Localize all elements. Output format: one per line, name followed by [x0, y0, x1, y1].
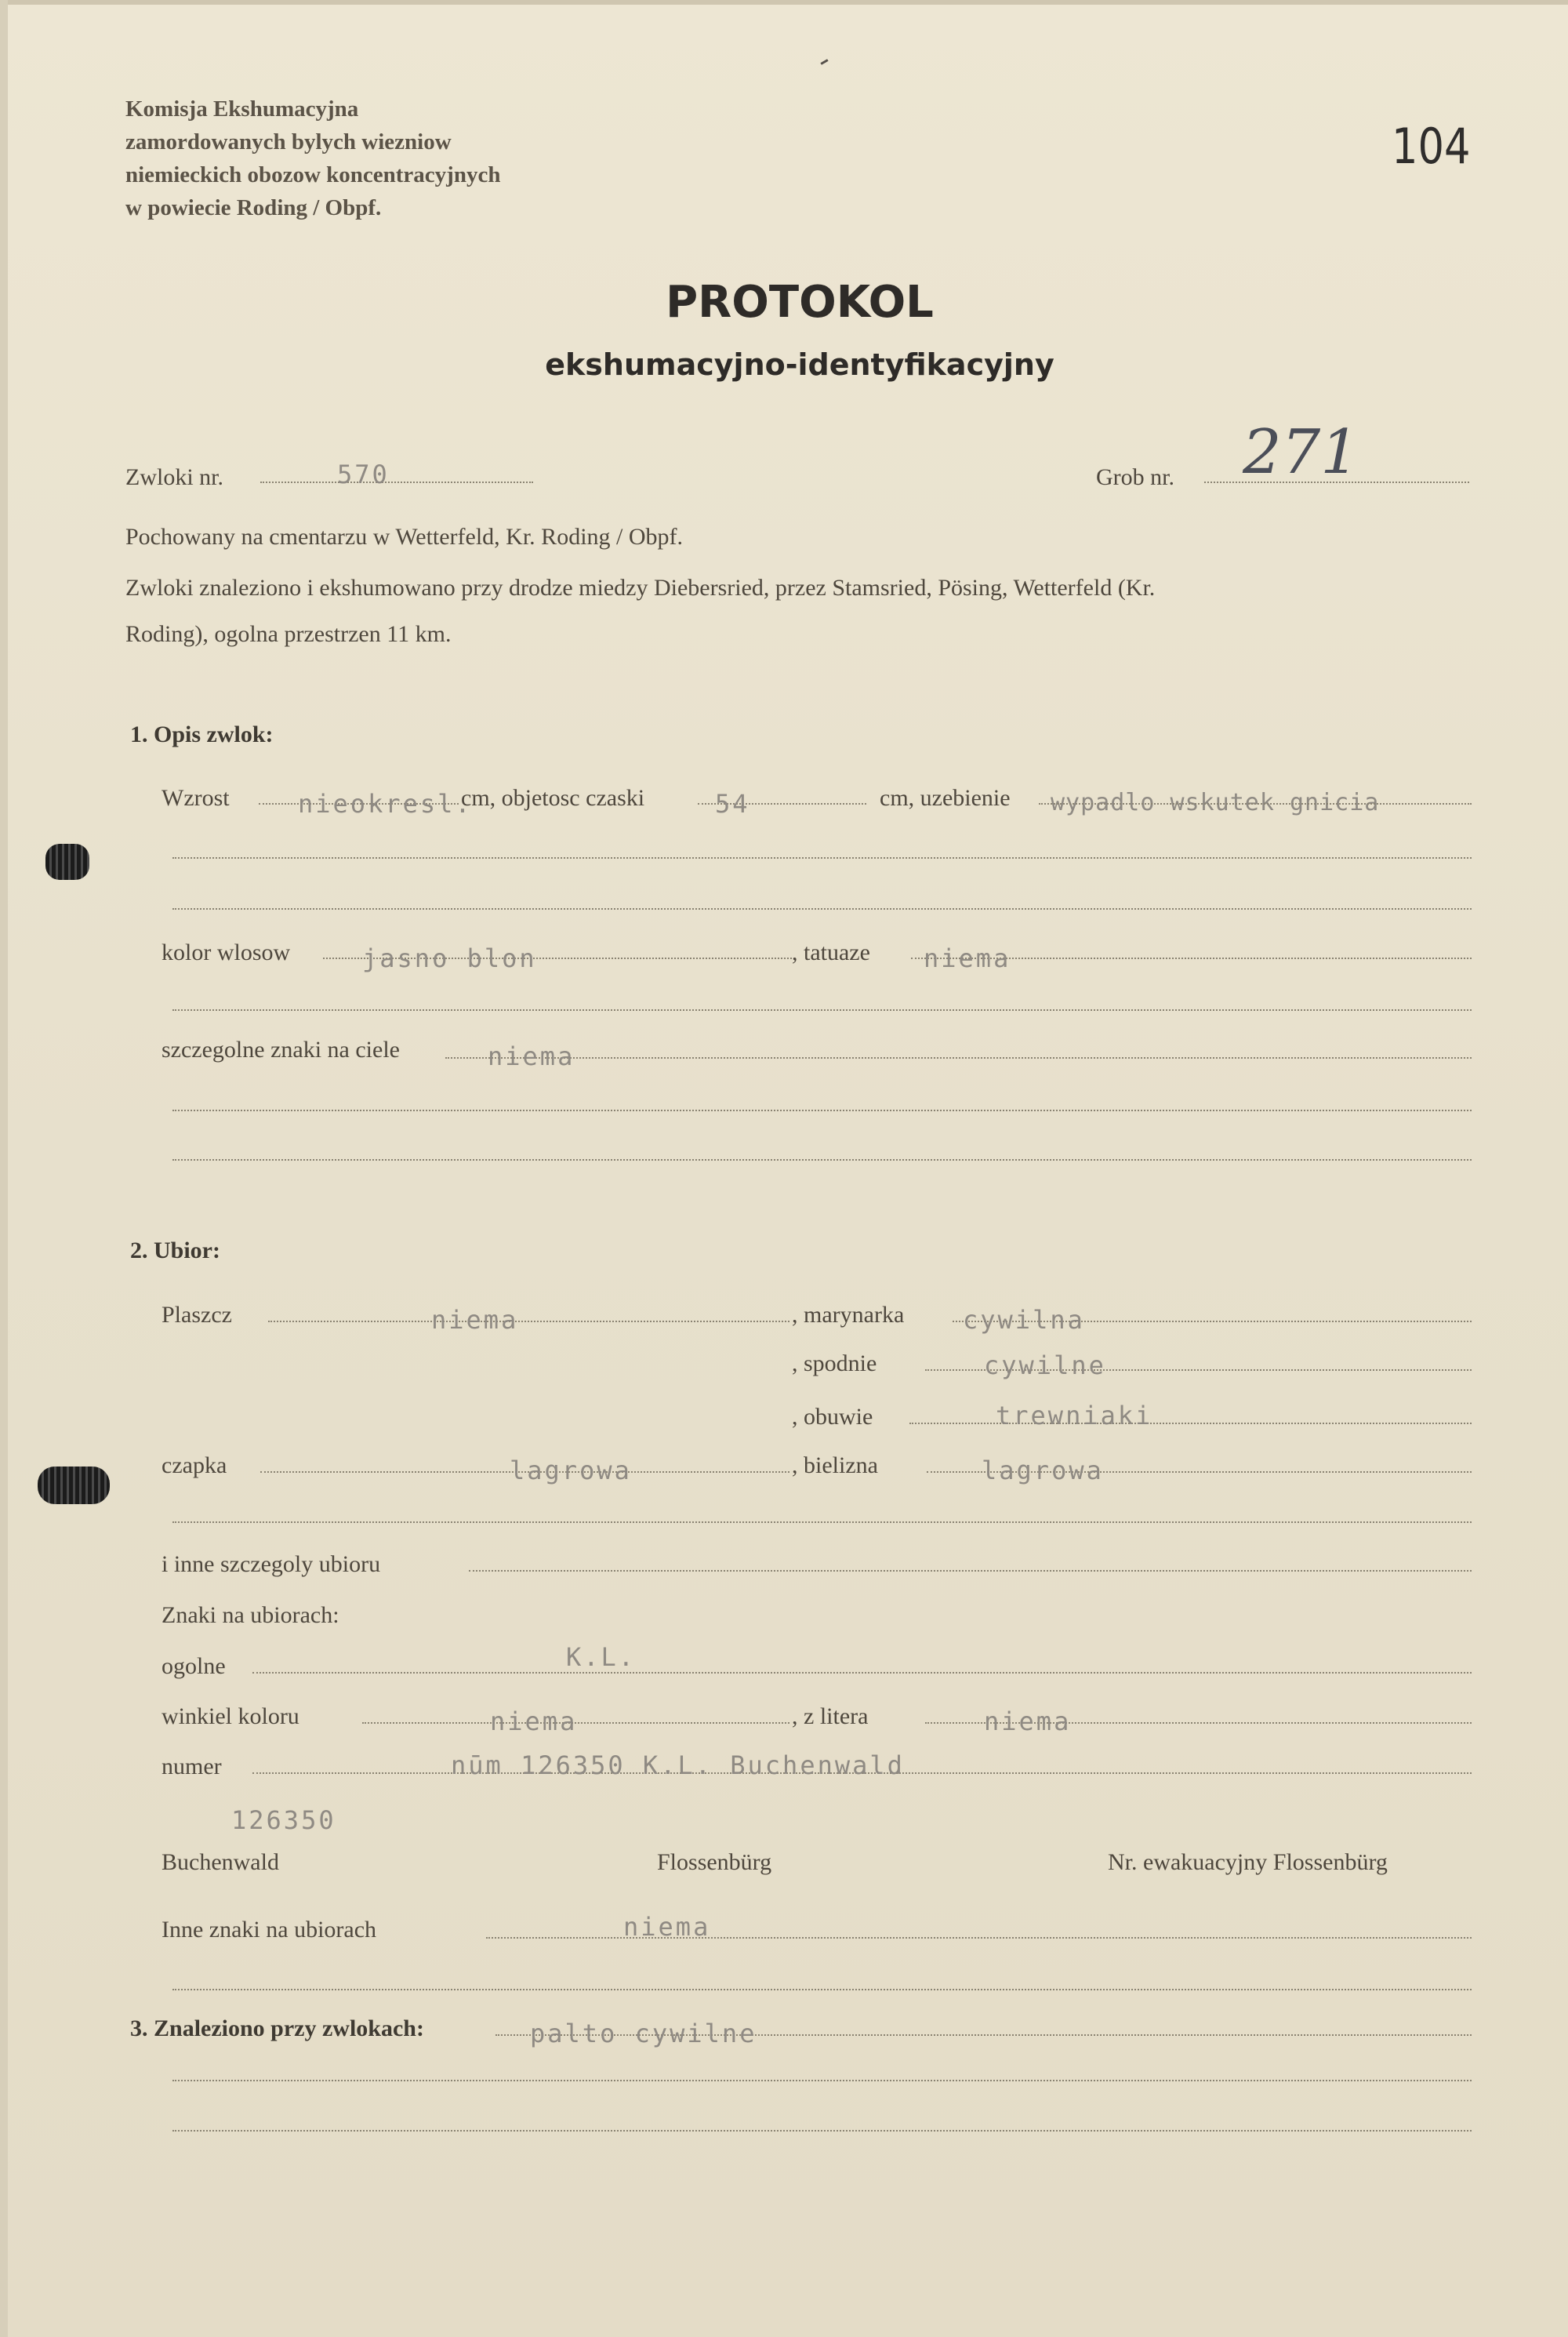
plaszcz-value: niema	[431, 1305, 519, 1335]
document-title: PROTOKOL	[666, 277, 934, 328]
numer-value: nūm 126350 K.L. Buchenwald	[451, 1750, 905, 1780]
section-3-heading: 3. Znaleziono przy zwlokach:	[130, 2015, 424, 2041]
cm-objetosc-label: cm, objetosc czaski	[461, 785, 645, 811]
punch-mark	[45, 844, 89, 880]
kolor-wlosow-value: jasno blon	[362, 943, 537, 973]
plaszcz-dotted-line	[268, 1321, 789, 1322]
uzebienie-value: wypadlo wskutek gnicia	[1051, 789, 1380, 816]
buchenwald-label: Buchenwald	[162, 1849, 279, 1875]
czaszka-value: 54	[715, 789, 750, 819]
marynarka-label: , marynarka	[792, 1302, 905, 1328]
marynarka-value: cywilna	[963, 1305, 1085, 1335]
header-line-2: zamordowanych bylych wiezniow	[125, 129, 452, 154]
z-litera-label: , z litera	[792, 1703, 869, 1729]
punch-mark	[38, 1467, 110, 1504]
blank-line	[172, 1521, 1472, 1523]
header-line-1: Komisja Ekshumacyjna	[125, 96, 359, 122]
ogolne-dotted-line	[252, 1672, 1472, 1674]
ogolne-label: ogolne	[162, 1653, 226, 1679]
header-line-4: w powiecie Roding / Obpf.	[125, 195, 382, 220]
znaki-dotted-line	[445, 1057, 1472, 1059]
pen-mark	[820, 59, 828, 65]
z-litera-value: niema	[984, 1706, 1072, 1736]
header-line-3: niemieckich obozow koncentracyjnych	[125, 162, 501, 187]
flossenburg-label: Flossenbürg	[657, 1849, 772, 1875]
tatuaze-value: niema	[924, 943, 1011, 973]
spodnie-label: , spodnie	[792, 1350, 877, 1376]
blank-line	[172, 857, 1472, 859]
uzebienie-label: cm, uzebienie	[880, 785, 1011, 811]
bielizna-value: lagrowa	[982, 1456, 1104, 1485]
inne-znaki-value: niema	[623, 1912, 711, 1942]
blank-line	[172, 1110, 1472, 1111]
ogolne-value: K.L.	[566, 1642, 637, 1672]
obuwie-value: trewniaki	[996, 1401, 1153, 1430]
inne-szczegoly-dotted-line	[469, 1570, 1472, 1572]
wzrost-value: nieokresl.	[298, 789, 473, 819]
obuwie-label: , obuwie	[792, 1404, 873, 1430]
zwloki-dotted-line	[260, 482, 533, 483]
blank-line	[172, 1009, 1472, 1011]
inne-szczegoly-label: i inne szczegoly ubioru	[162, 1551, 381, 1577]
section-3-value: palto cywilne	[530, 2019, 757, 2048]
blank-line	[172, 908, 1472, 910]
spodnie-value: cywilne	[984, 1350, 1106, 1380]
wzrost-label: Wzrost	[162, 785, 230, 811]
section-1-heading: 1. Opis zwlok:	[130, 721, 274, 747]
znaki-na-ubiorach-label: Znaki na ubiorach:	[162, 1602, 339, 1628]
zwloki-label: Zwloki nr.	[125, 464, 223, 490]
page-number: 104	[1392, 118, 1471, 175]
grob-label: Grob nr.	[1096, 464, 1174, 490]
uzebienie-dotted-line	[1039, 803, 1472, 805]
document-subtitle: ekshumacyjno-identyfikacyjny	[545, 347, 1054, 382]
obuwie-dotted-line	[909, 1423, 1472, 1424]
kolor-wlosow-label: kolor wlosow	[162, 940, 291, 965]
bielizna-label: , bielizna	[792, 1452, 878, 1478]
burial-text: Pochowany na cmentarzu w Wetterfeld, Kr. Roding / Obpf.	[125, 524, 684, 550]
zwloki-value: 570	[337, 460, 390, 489]
szczegolne-znaki-value: niema	[488, 1041, 575, 1071]
grob-value-handwritten: 271	[1243, 417, 1359, 488]
winkiel-value: niema	[490, 1706, 578, 1736]
winkiel-label: winkiel koloru	[162, 1703, 299, 1729]
blank-line	[172, 1159, 1472, 1161]
found-text-line-2: Roding), ogolna przestrzen 11 km.	[125, 621, 452, 647]
camp-number: 126350	[231, 1805, 336, 1835]
commission-header	[125, 93, 500, 224]
section-2-heading: 2. Ubior:	[130, 1238, 220, 1263]
inne-znaki-label: Inne znaki na ubiorach	[162, 1917, 377, 1943]
blank-line	[172, 1989, 1472, 1990]
tatuaze-label: , tatuaze	[792, 940, 870, 965]
blank-line	[172, 2080, 1472, 2081]
szczegolne-znaki-label: szczegolne znaki na ciele	[162, 1037, 400, 1063]
czapka-value: lagrowa	[510, 1456, 632, 1485]
blank-line	[172, 2130, 1472, 2132]
numer-label: numer	[162, 1754, 222, 1779]
plaszcz-label: Plaszcz	[162, 1302, 232, 1328]
nr-ewakuacyjny-label: Nr. ewakuacyjny Flossenbürg	[1108, 1849, 1388, 1875]
czapka-label: czapka	[162, 1452, 227, 1478]
paper-top-edge	[0, 0, 1568, 5]
found-text-line-1: Zwloki znaleziono i ekshumowano przy drodze miedzy Diebersried, przez Stamsried, Pösing, Wetterfeld (Kr.	[125, 575, 1156, 601]
